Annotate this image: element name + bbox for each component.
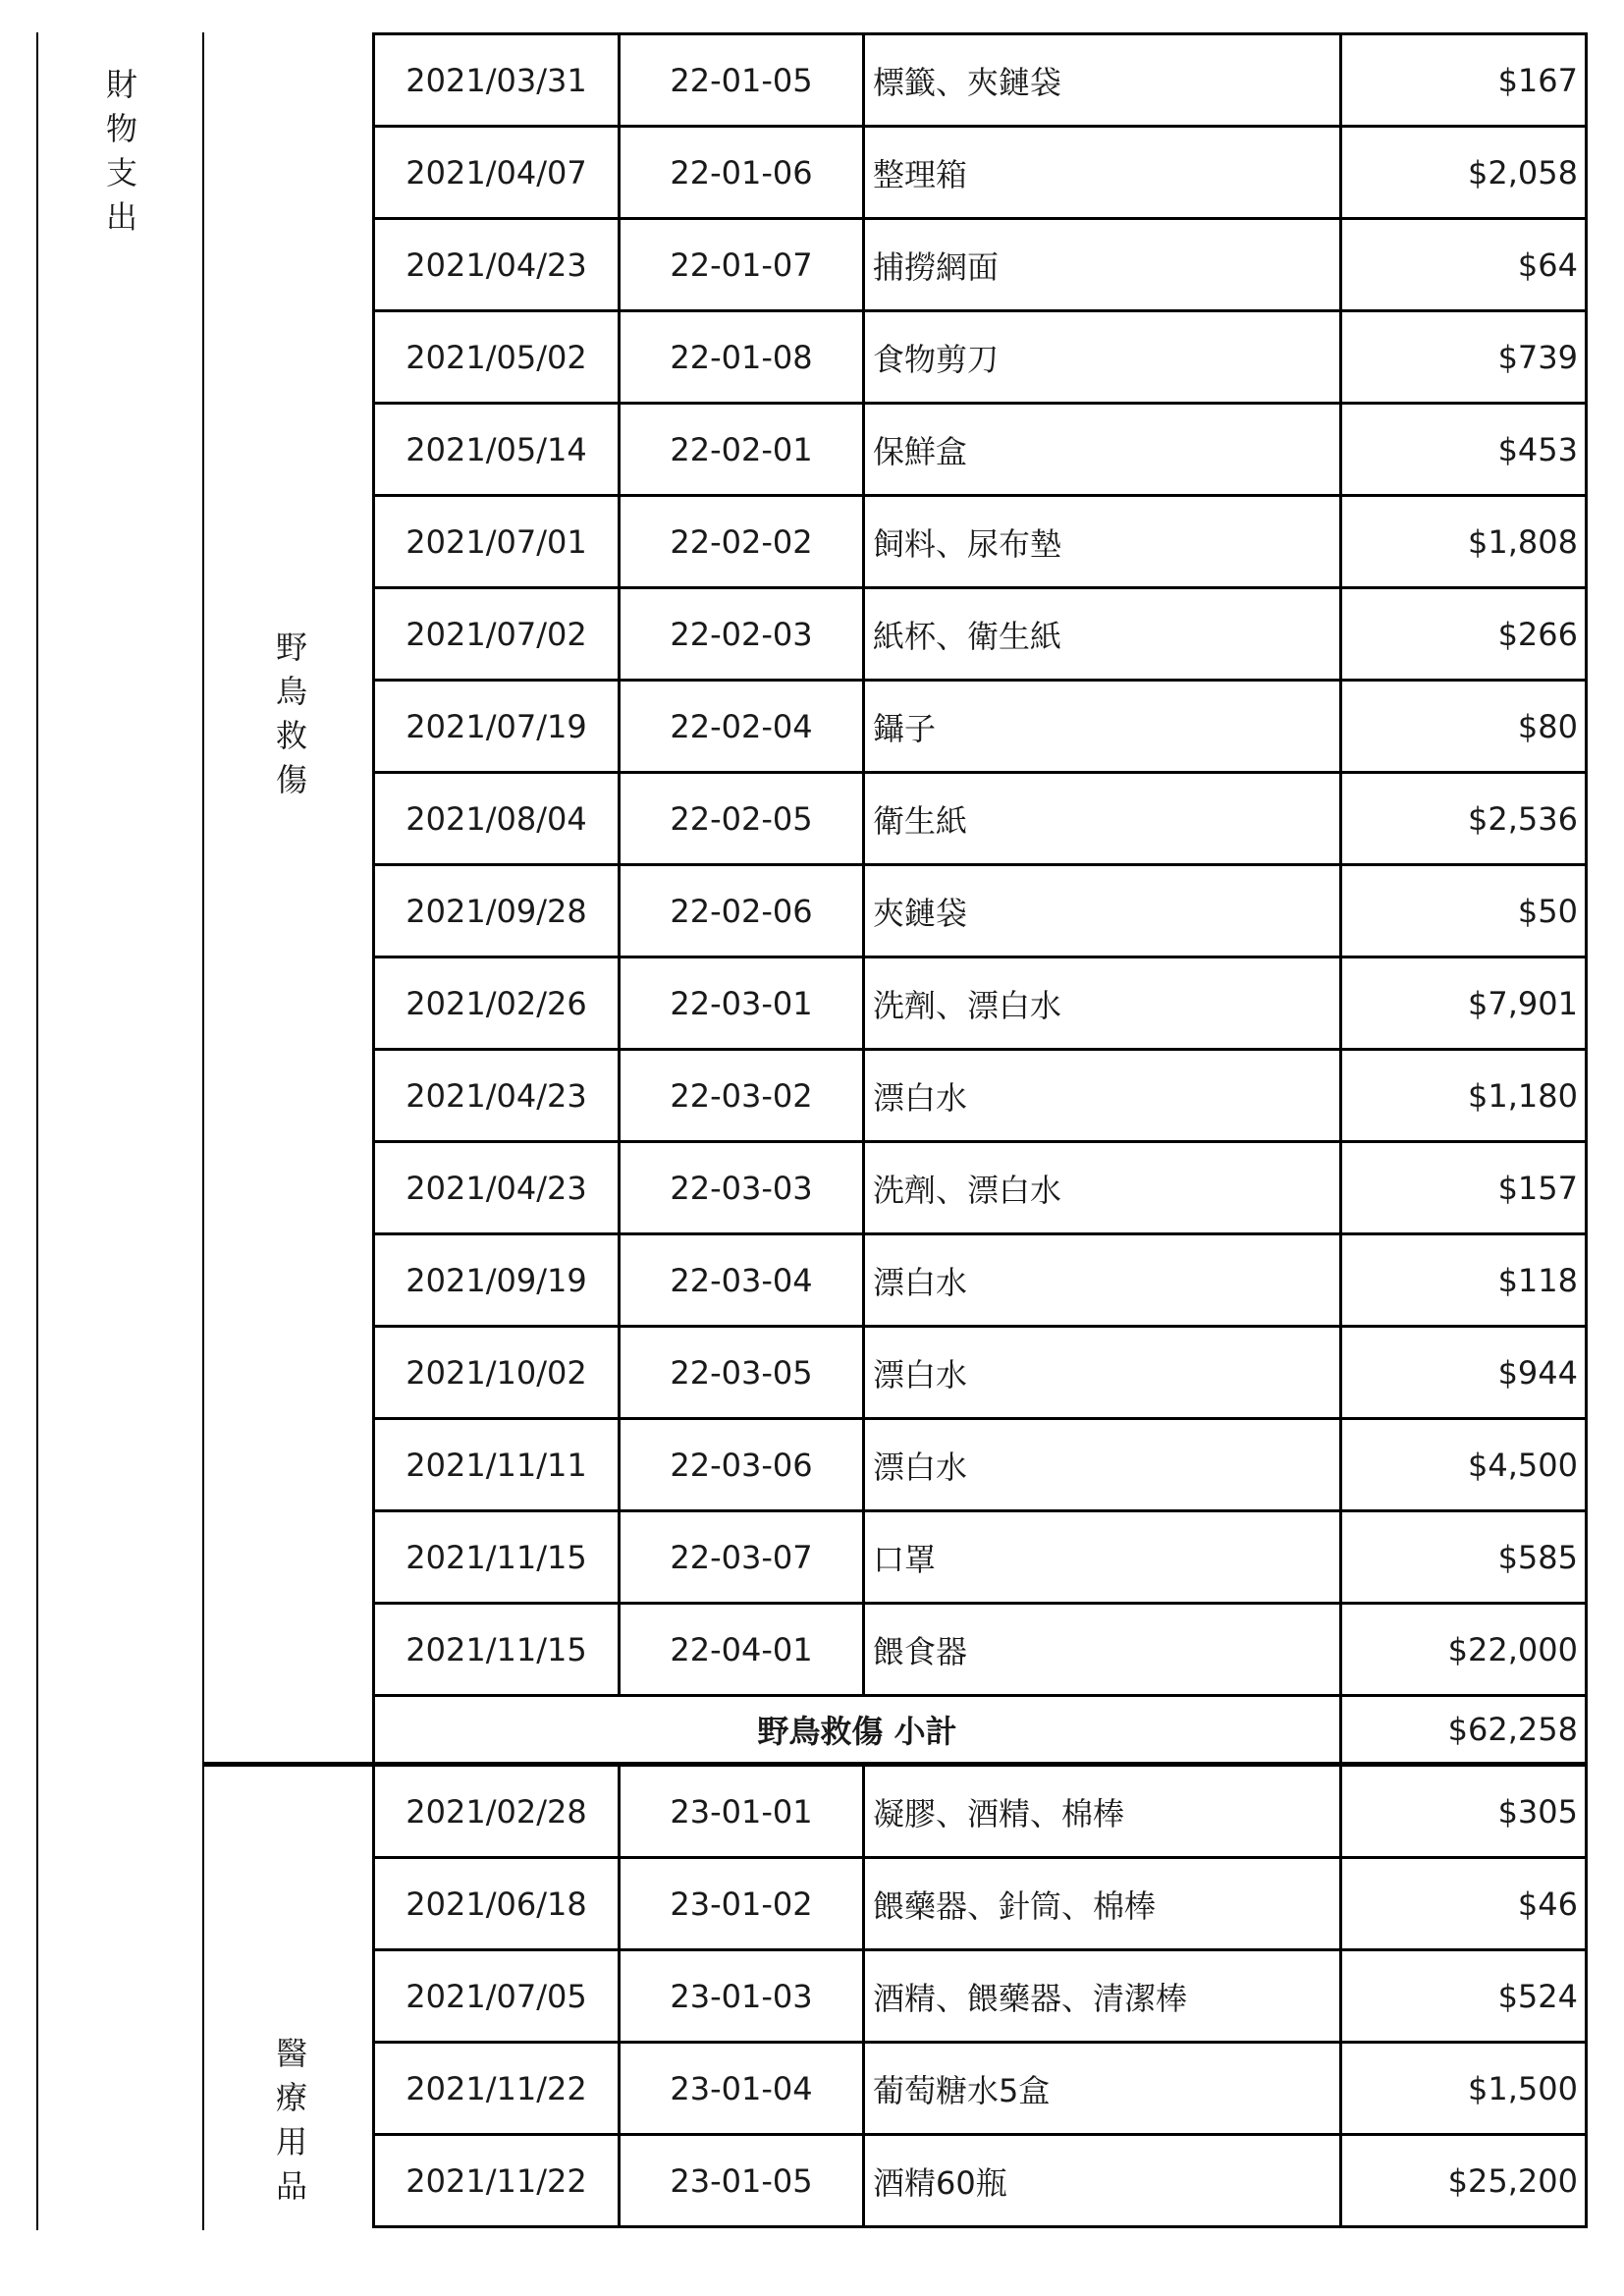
date-cell: 2021/11/22: [375, 2136, 621, 2225]
item-cell: 標籤、夾鏈袋: [865, 35, 1342, 125]
amount-cell: $585: [1342, 1512, 1588, 1602]
amount-cell: $305: [1342, 1767, 1588, 1856]
amount-cell: $1,180: [1342, 1051, 1588, 1140]
voucher-code-cell: 22-02-01: [621, 405, 865, 494]
amount-cell: $46: [1342, 1859, 1588, 1948]
table-row: [375, 1512, 1588, 1605]
table-row: [375, 1328, 1588, 1420]
date-cell: 2021/09/19: [375, 1235, 621, 1325]
amount-cell: $2,536: [1342, 774, 1588, 863]
date-cell: 2021/05/14: [375, 405, 621, 494]
table-row: [375, 1051, 1588, 1143]
amount-cell: $25,200: [1342, 2136, 1588, 2225]
table-row: [375, 1420, 1588, 1512]
section-label-medical-supplies: 醫療用品: [271, 2037, 308, 2214]
voucher-code-cell: 22-03-07: [621, 1512, 865, 1602]
date-cell: 2021/04/23: [375, 1051, 621, 1140]
amount-cell: $157: [1342, 1143, 1588, 1232]
voucher-code-cell: 22-02-06: [621, 866, 865, 956]
date-cell: 2021/07/02: [375, 589, 621, 679]
date-cell: 2021/11/11: [375, 1420, 621, 1509]
item-cell: 漂白水: [865, 1420, 1342, 1509]
subtotal-row: [375, 1697, 1588, 1767]
voucher-code-cell: 22-03-04: [621, 1235, 865, 1325]
date-cell: 2021/02/28: [375, 1767, 621, 1856]
voucher-code-cell: 23-01-04: [621, 2044, 865, 2133]
amount-cell: $2,058: [1342, 128, 1588, 217]
date-cell: 2021/10/02: [375, 1328, 621, 1417]
table-row: [375, 312, 1588, 405]
table-row: [375, 2136, 1588, 2228]
item-cell: 整理箱: [865, 128, 1342, 217]
table-row: [375, 958, 1588, 1051]
ledger-table: [372, 32, 1588, 2228]
voucher-code-cell: 22-01-05: [621, 35, 865, 125]
amount-cell: $266: [1342, 589, 1588, 679]
amount-cell: $1,808: [1342, 497, 1588, 586]
item-cell: 飼料、尿布墊: [865, 497, 1342, 586]
section-label-wild-bird-rescue: 野鳥救傷: [271, 630, 308, 807]
item-cell: 葡萄糖水5盒: [865, 2044, 1342, 2133]
item-cell: 凝膠、酒精、棉棒: [865, 1767, 1342, 1856]
table-row: [375, 1951, 1588, 2044]
amount-cell: $944: [1342, 1328, 1588, 1417]
amount-cell: $22,000: [1342, 1605, 1588, 1694]
item-cell: 漂白水: [865, 1328, 1342, 1417]
voucher-code-cell: 22-01-08: [621, 312, 865, 402]
column-divider-left: [36, 32, 38, 2230]
voucher-code-cell: 22-01-07: [621, 220, 865, 309]
date-cell: 2021/03/31: [375, 35, 621, 125]
voucher-code-cell: 22-02-05: [621, 774, 865, 863]
date-cell: 2021/02/26: [375, 958, 621, 1048]
item-cell: 衛生紙: [865, 774, 1342, 863]
voucher-code-cell: 22-02-02: [621, 497, 865, 586]
date-cell: 2021/07/01: [375, 497, 621, 586]
voucher-code-cell: 22-03-02: [621, 1051, 865, 1140]
table-row: [375, 497, 1588, 589]
voucher-code-cell: 22-03-01: [621, 958, 865, 1048]
table-row: [375, 405, 1588, 497]
amount-cell: $739: [1342, 312, 1588, 402]
table-row: [375, 1235, 1588, 1328]
table-row: [375, 866, 1588, 958]
table-row: [375, 1143, 1588, 1235]
table-row: [375, 2044, 1588, 2136]
amount-cell: $64: [1342, 220, 1588, 309]
table-row: [375, 35, 1588, 128]
column-divider-section: [202, 32, 204, 2230]
subtotal-label: 野鳥救傷 小計: [375, 1697, 1342, 1762]
subtotal-amount: $62,258: [1342, 1697, 1588, 1762]
voucher-code-cell: 22-02-04: [621, 682, 865, 771]
table-row: [375, 220, 1588, 312]
date-cell: 2021/04/23: [375, 1143, 621, 1232]
item-cell: 口罩: [865, 1512, 1342, 1602]
item-cell: 保鮮盒: [865, 405, 1342, 494]
date-cell: 2021/08/04: [375, 774, 621, 863]
table-row: [375, 1859, 1588, 1951]
table-row: [375, 128, 1588, 220]
item-cell: 夾鏈袋: [865, 866, 1342, 956]
item-cell: 餵食器: [865, 1605, 1342, 1694]
voucher-code-cell: 22-04-01: [621, 1605, 865, 1694]
voucher-code-cell: 23-01-02: [621, 1859, 865, 1948]
voucher-code-cell: 23-01-03: [621, 1951, 865, 2041]
amount-cell: $524: [1342, 1951, 1588, 2041]
item-cell: 洗劑、漂白水: [865, 958, 1342, 1048]
item-cell: 漂白水: [865, 1235, 1342, 1325]
date-cell: 2021/09/28: [375, 866, 621, 956]
item-cell: 洗劑、漂白水: [865, 1143, 1342, 1232]
date-cell: 2021/11/15: [375, 1512, 621, 1602]
item-cell: 酒精、餵藥器、清潔棒: [865, 1951, 1342, 2041]
amount-cell: $50: [1342, 866, 1588, 956]
category-label-expense: 財物支出: [101, 68, 138, 245]
table-row: [375, 682, 1588, 774]
date-cell: 2021/04/23: [375, 220, 621, 309]
voucher-code-cell: 22-03-03: [621, 1143, 865, 1232]
amount-cell: $118: [1342, 1235, 1588, 1325]
voucher-code-cell: 22-03-06: [621, 1420, 865, 1509]
item-cell: 鑷子: [865, 682, 1342, 771]
date-cell: 2021/07/05: [375, 1951, 621, 2041]
date-cell: 2021/04/07: [375, 128, 621, 217]
voucher-code-cell: 23-01-01: [621, 1767, 865, 1856]
table-row: [375, 1605, 1588, 1697]
date-cell: 2021/06/18: [375, 1859, 621, 1948]
date-cell: 2021/07/19: [375, 682, 621, 771]
section-separator: [203, 1762, 372, 1767]
table-row: [375, 589, 1588, 682]
item-cell: 食物剪刀: [865, 312, 1342, 402]
item-cell: 紙杯、衛生紙: [865, 589, 1342, 679]
item-cell: 餵藥器、針筒、棉棒: [865, 1859, 1342, 1948]
amount-cell: $167: [1342, 35, 1588, 125]
item-cell: 酒精60瓶: [865, 2136, 1342, 2225]
voucher-code-cell: 23-01-05: [621, 2136, 865, 2225]
amount-cell: $80: [1342, 682, 1588, 771]
date-cell: 2021/11/15: [375, 1605, 621, 1694]
table-row: [375, 1767, 1588, 1859]
voucher-code-cell: 22-03-05: [621, 1328, 865, 1417]
amount-cell: $1,500: [1342, 2044, 1588, 2133]
date-cell: 2021/11/22: [375, 2044, 621, 2133]
table-row: [375, 774, 1588, 866]
amount-cell: $4,500: [1342, 1420, 1588, 1509]
date-cell: 2021/05/02: [375, 312, 621, 402]
item-cell: 捕撈網面: [865, 220, 1342, 309]
voucher-code-cell: 22-02-03: [621, 589, 865, 679]
amount-cell: $453: [1342, 405, 1588, 494]
amount-cell: $7,901: [1342, 958, 1588, 1048]
item-cell: 漂白水: [865, 1051, 1342, 1140]
voucher-code-cell: 22-01-06: [621, 128, 865, 217]
